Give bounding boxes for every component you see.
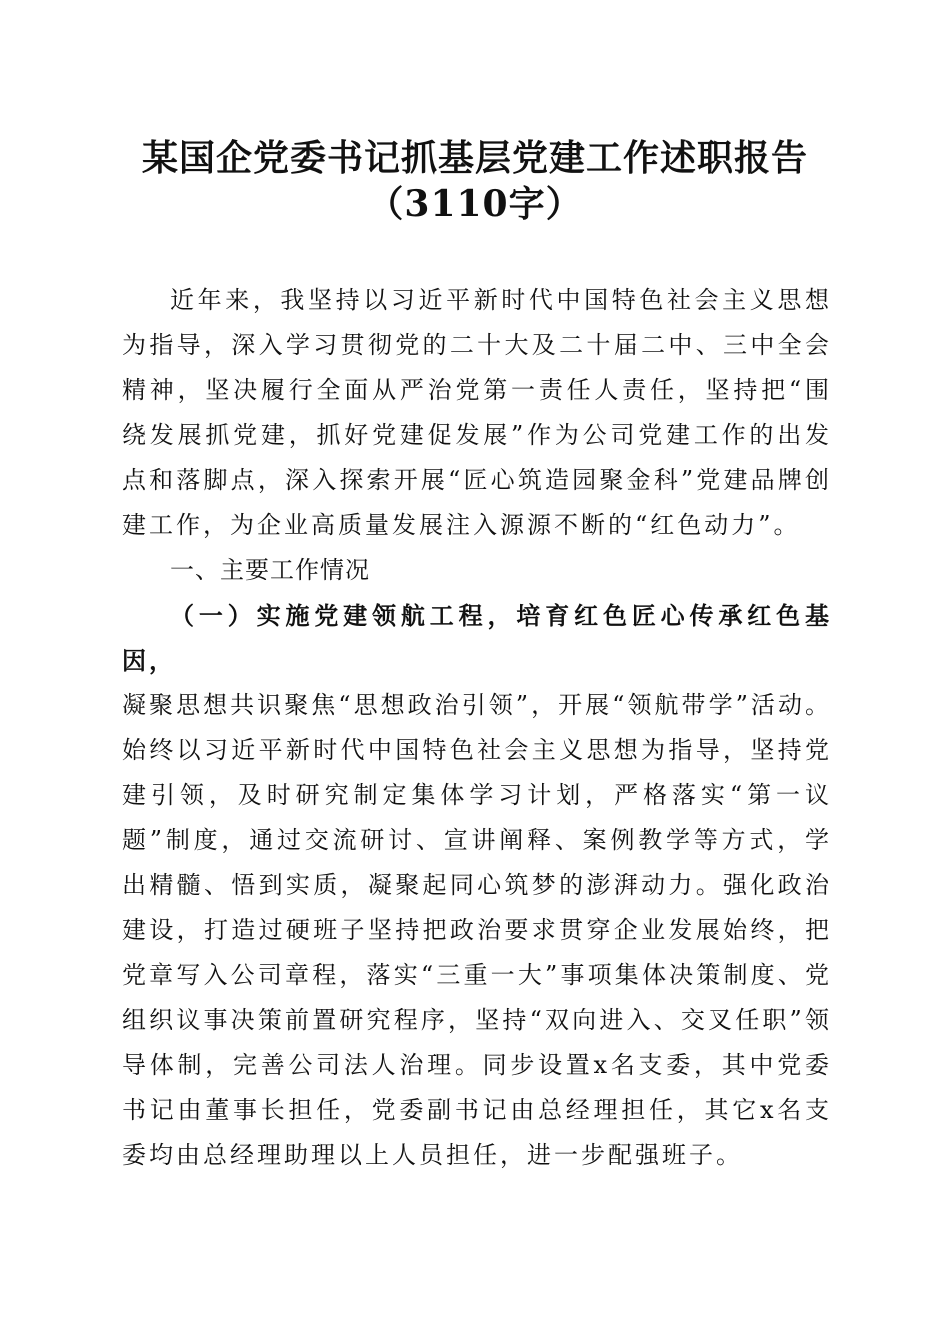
subsection-heading: （一）实施党建领航工程，培育红色匠心传承红色基因，: [122, 601, 832, 675]
section-heading: 一、主要工作情况: [170, 556, 370, 584]
intro-paragraph: 近年来，我坚持以习近平新时代中国特色社会主义思想为指导，深入学习贯彻党的二十大及二十届二中、三中全会精神，坚决履行全面从严治党第一责任人责任，坚持把“围绕发展抓党建，抓好党建促发展”作为公司党建工作的出发点和落脚点，深入探索开展“匠心筑造园聚金科”党建品牌创建工作，为企业高质量发展注入源源不断的“红色动力”。: [122, 286, 832, 539]
document-title: 某国企党委书记抓基层党建工作述职报告: [141, 137, 808, 179]
document-subtitle: （3110字）: [367, 183, 583, 225]
subsection-paragraph: 凝聚思想共识聚焦“思想政治引领”，开展“领航带学”活动。始终以习近平新时代中国特色社会主义思想为指导，坚持党建引领，及时研究制定集体学习计划，严格落实“第一议题”制度，通过交流研讨、宣讲阐释、案例教学等方式，学出精髓、悟到实质，凝聚起同心筑梦的澎湃动力。强化政治建设，打造过硬班子坚持把政治要求贯穿企业发展始终，把党章写入公司章程，落实“三重一大”事项集体决策制度、党组织议事决策前置研究程序，坚持“双向进入、交叉任职”领导体制，完善公司法人治理。同步设置x名支委，其中党委书记由董事长担任，党委副书记由总经理担任，其它x名支委均由总经理助理以上人员担任，进一步配强班子。: [122, 691, 832, 1169]
document-body: [122, 278, 832, 1178]
title-block: [0, 135, 950, 227]
